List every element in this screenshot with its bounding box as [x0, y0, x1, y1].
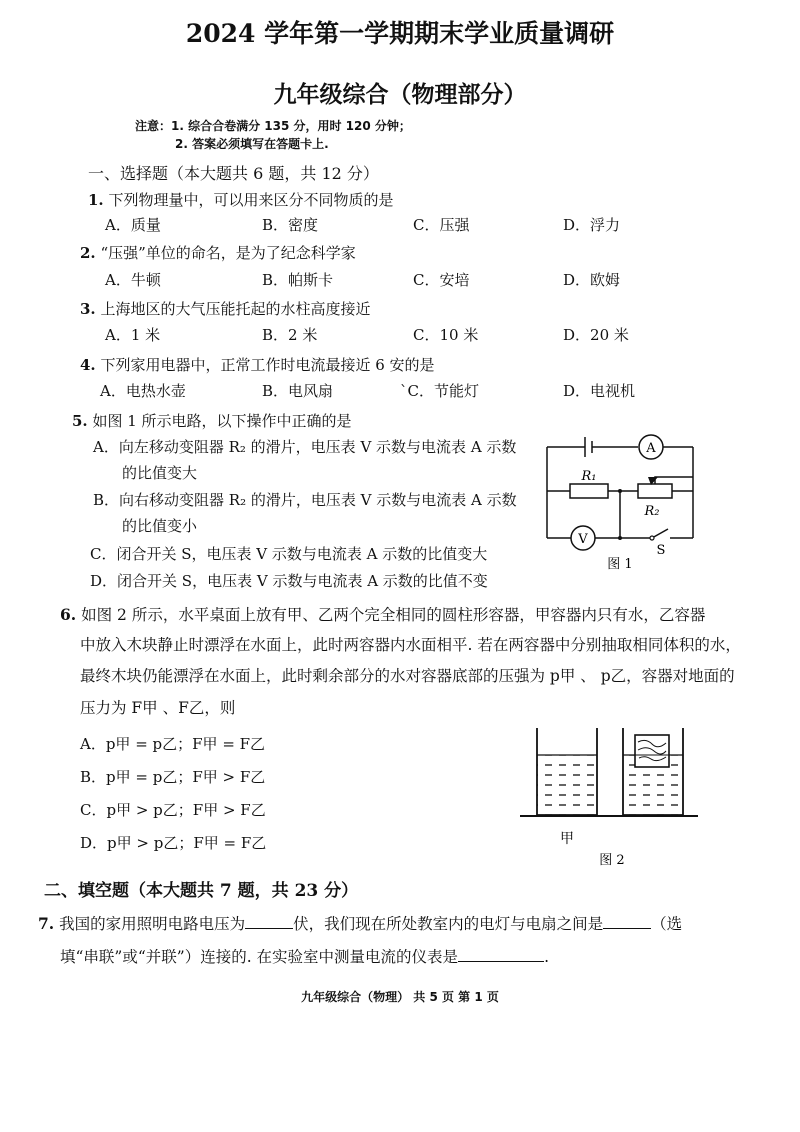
question-number: 5.: [72, 412, 88, 430]
q3-option-d: D．20 米: [563, 326, 629, 344]
figure-2-containers: [515, 720, 705, 875]
question-text: 下列家用电器中，正常工作时电流最接近 6 安的是: [100, 356, 435, 374]
question-text: “压强”单位的命名，是为了纪念科学家: [100, 244, 356, 262]
q4-option-b: B．电风扇: [262, 382, 334, 400]
question-number: 4.: [80, 356, 96, 374]
q5-option-a-cont: 的比值变大: [122, 464, 198, 482]
switch-label: S: [656, 543, 666, 558]
question-text: 填“串联”或“并联”）连接的. 在实验室中测量电流的仪表是: [60, 948, 459, 966]
q2-option-b: B．帕斯卡: [262, 271, 334, 289]
voltmeter-label: V: [578, 532, 588, 547]
q1-option-c: C．压强: [413, 216, 470, 234]
q6-option-b: B．p甲 = p乙；F甲 > F乙: [80, 768, 266, 786]
question-text: 如图 2 所示，水平桌面上放有甲、乙两个完全相同的圆柱形容器，甲容器内只有水，乙容器: [81, 606, 706, 624]
section-2-title: 二、填空题（本大题共 7 题，共 23 分）: [44, 881, 359, 901]
r2-rheostat: [638, 484, 672, 498]
q3-option-c: C．10 米: [413, 326, 479, 344]
answer-blank-instrument[interactable]: [458, 947, 544, 962]
r2-label: R₂: [644, 504, 660, 519]
q5-option-b: B．向右移动变阻器 R₂ 的滑片，电压表 V 示数与电流表 A 示数: [93, 491, 517, 509]
q2-option-c: C．安培: [413, 271, 470, 289]
page-footer: 九年级综合（物理） 共 5 页 第 1 页: [301, 990, 499, 1004]
r2-slider: [655, 477, 693, 484]
question-number: 3.: [80, 300, 96, 318]
left-water: [537, 755, 597, 815]
question-text: 上海地区的大气压能托起的水柱高度接近: [100, 300, 371, 318]
question-6-line-4: 压力为 F甲 、F乙，则: [80, 699, 236, 717]
question-5: [72, 410, 352, 431]
q4-option-d: D．电视机: [563, 382, 636, 400]
q6-option-a: A．p甲 = p乙；F甲 = F乙: [80, 735, 266, 753]
question-6-line-1: [60, 603, 705, 625]
q6-option-c: C．p甲 > p乙；F甲 > F乙: [80, 801, 266, 819]
q1-option-b: B．密度: [262, 216, 319, 234]
q5-option-d: D．闭合开关 S，电压表 V 示数与电流表 A 示数的比值不变: [90, 572, 488, 590]
q1-option-a: A．质量: [105, 216, 161, 234]
q1-option-d: D．浮力: [563, 216, 621, 234]
question-number: 1.: [88, 191, 104, 209]
question-7-line-2: [60, 945, 549, 967]
q4-option-a: A．电热水壶: [100, 382, 186, 400]
question-7-line-1: [38, 912, 682, 934]
q4-option-c: `C．节能灯: [400, 382, 479, 400]
r1-label: R₁: [581, 469, 597, 484]
q5-option-b-cont: 的比值变小: [122, 517, 198, 535]
q6-option-d: D．p甲 > p乙；F甲 = F乙: [80, 834, 267, 852]
answer-blank-voltage[interactable]: [245, 914, 293, 929]
r1-resistor: [570, 484, 608, 498]
question-6-line-2: 中放入木块静止时漂浮在水面上，此时两容器内水面相平. 若在两容器中分别抽取相同体积的水，: [80, 636, 741, 654]
q2-option-d: D．欧姆: [563, 271, 621, 289]
answer-blank-connection[interactable]: [603, 914, 651, 929]
figure-1-caption: 图 1: [607, 557, 633, 572]
ammeter-label: A: [646, 441, 656, 456]
q3-option-a: A．1 米: [105, 326, 161, 344]
question-number: 2.: [80, 244, 96, 262]
question-3: [80, 298, 370, 319]
question-6-line-3: 最终木块仍能漂浮在水面上，此时剩余部分的水对容器底部的压强为 p甲 、 p乙，容器对地面的: [80, 667, 735, 685]
q2-option-a: A．牛顿: [105, 271, 161, 289]
question-2: [80, 242, 356, 263]
q3-option-b: B．2 米: [262, 326, 318, 344]
question-1: [88, 189, 393, 210]
question-number: 6.: [60, 605, 77, 624]
figure-1-circuit: [540, 425, 705, 575]
q5-option-c: C．闭合开关 S，电压表 V 示数与电流表 A 示数的比值变大: [90, 545, 488, 563]
left-container-label: 甲: [560, 831, 574, 847]
question-number: 7.: [38, 914, 55, 933]
exam-subtitle: 九年级综合（物理部分）: [273, 81, 527, 108]
figure-2-caption: 图 2: [599, 853, 625, 868]
note-line-2: 2. 答案必须填写在答题卡上.: [175, 137, 329, 151]
switch-blade: [652, 529, 668, 538]
question-text: 伏，我们现在所处教室内的电灯与电扇之间是: [293, 915, 604, 933]
q5-option-a: A．向左移动变阻器 R₂ 的滑片，电压表 V 示数与电流表 A 示数: [93, 438, 517, 456]
question-text: 如图 1 所示电路，以下操作中正确的是: [92, 412, 352, 430]
question-text: .: [544, 948, 549, 966]
note-line-1: 注意：1. 综合合卷满分 135 分，用时 120 分钟；: [135, 119, 411, 133]
question-text: 下列物理量中，可以用来区分不同物质的是: [108, 191, 394, 209]
wood-block: [635, 735, 669, 767]
question-4: [80, 354, 435, 375]
exam-title: 2024 学年第一学期期末学业质量调研: [185, 19, 615, 48]
question-text: （选: [651, 915, 683, 933]
question-text: 我国的家用照明电路电压为: [59, 915, 246, 933]
section-1-title: 一、选择题（本大题共 6 题，共 12 分）: [88, 164, 379, 183]
